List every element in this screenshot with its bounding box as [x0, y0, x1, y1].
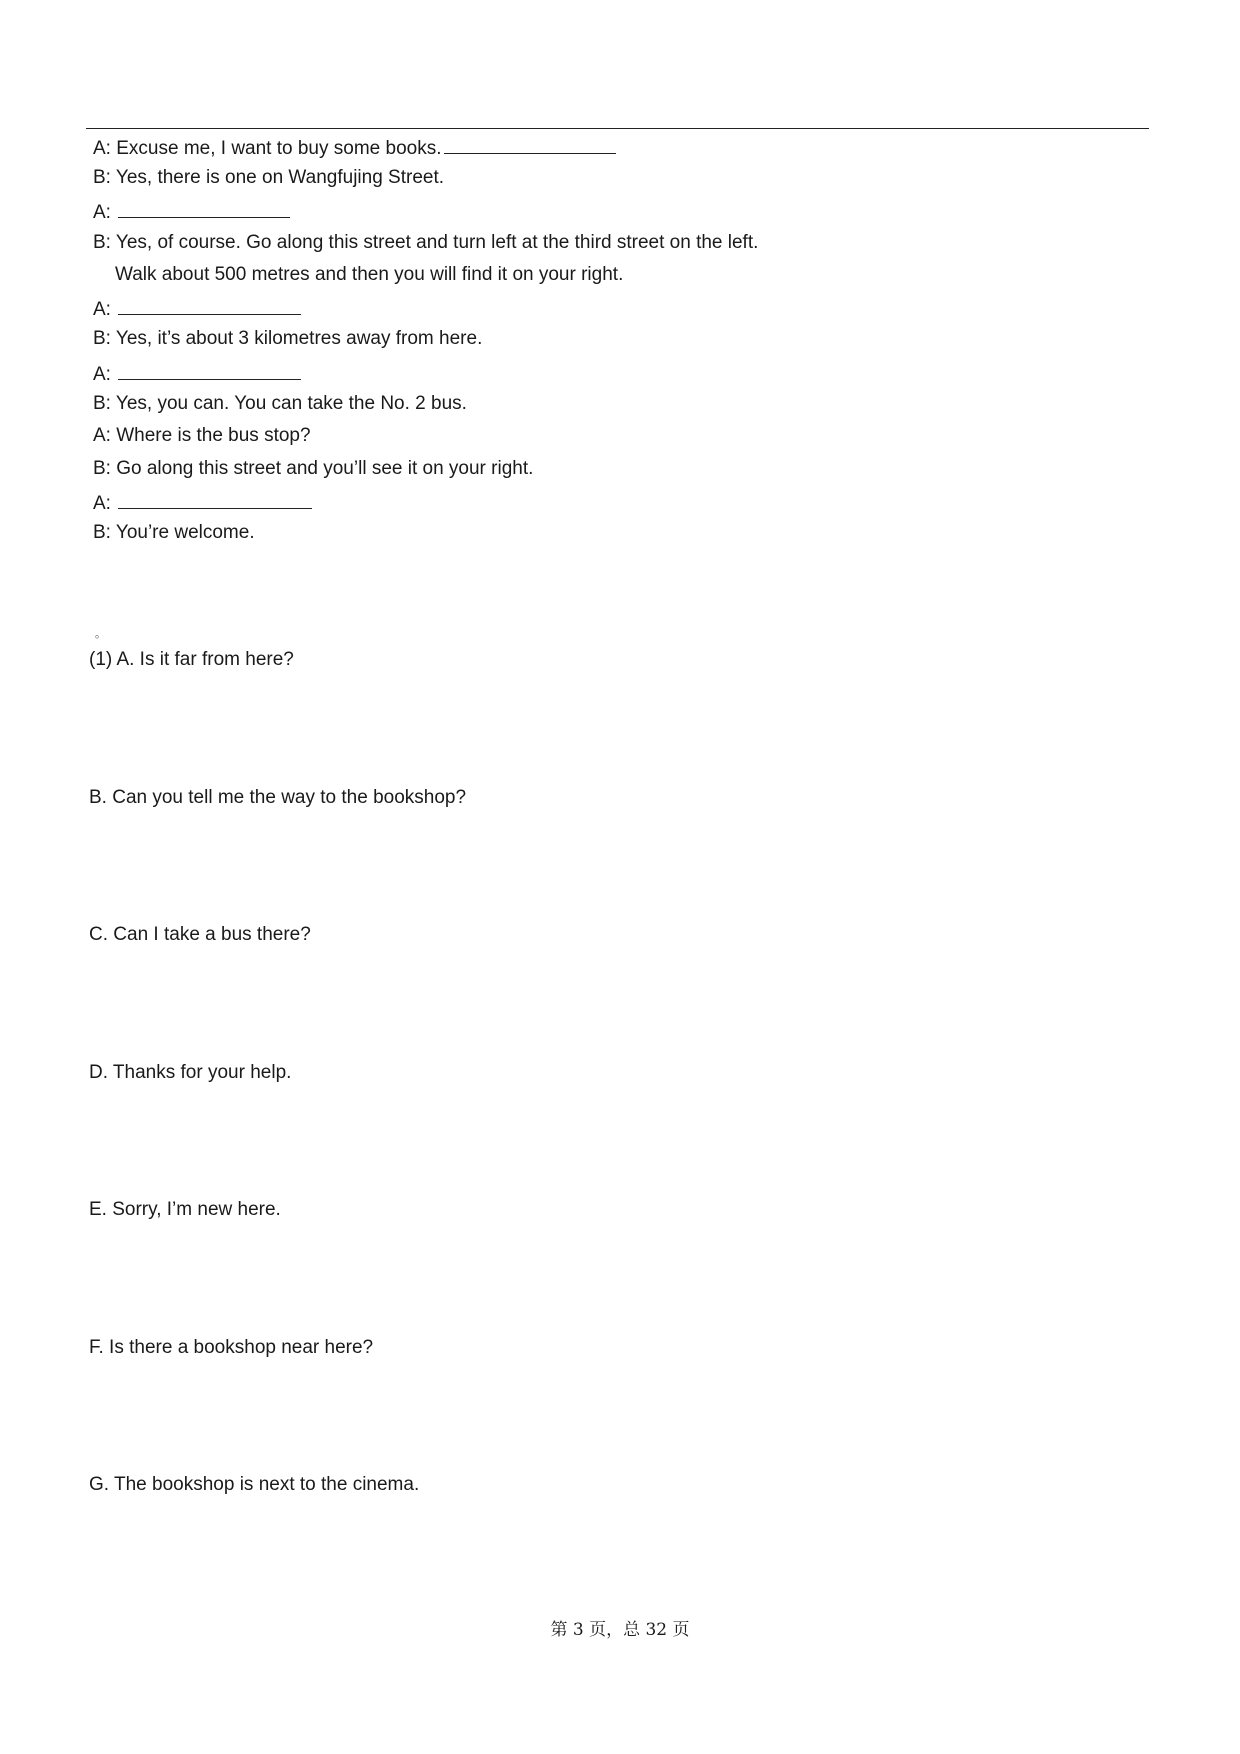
answer-blank-2[interactable] — [118, 199, 290, 218]
answer-blank-1[interactable] — [444, 135, 616, 154]
dialogue-line-6 — [93, 296, 301, 321]
option-f: F. Is there a bookshop near here? — [89, 1337, 374, 1358]
answer-blank-5[interactable] — [118, 490, 312, 509]
dialogue-line-10 — [93, 425, 311, 447]
dialogue-line-9 — [93, 393, 467, 415]
dialogue-text: B: Yes, it’s about 3 kilometres away from here. — [93, 328, 483, 349]
dialogue-line-8 — [93, 361, 301, 386]
answer-blank-3[interactable] — [118, 296, 301, 315]
dialogue-text: A: — [93, 364, 117, 385]
dialogue-text: B: Go along this street and you’ll see it on your right. — [93, 458, 534, 479]
dialogue-line-13 — [93, 522, 255, 544]
option-c: C. Can I take a bus there? — [89, 924, 311, 945]
option-g: G. The bookshop is next to the cinema. — [89, 1474, 420, 1495]
dialogue-text: B: You’re welcome. — [93, 522, 255, 543]
dialogue-line-7 — [93, 328, 482, 350]
option-b: B. Can you tell me the way to the bookshop? — [89, 787, 467, 808]
dialogue-text: A: — [93, 299, 117, 320]
answer-blank-4[interactable] — [118, 361, 301, 380]
dialogue-line-5 — [115, 264, 623, 286]
dialogue-text: A: Where is the bus stop? — [93, 425, 311, 446]
dialogue-text: B: Yes, there is one on Wangfujing Street. — [93, 167, 445, 188]
dialogue-text: A: Excuse me, I want to buy some books. — [93, 138, 442, 159]
dialogue-line-3 — [93, 199, 290, 224]
dialogue-line-4 — [93, 232, 758, 254]
dialogue-line-11 — [93, 458, 533, 480]
small-mark: 。 — [95, 628, 106, 640]
dialogue-line-2 — [93, 167, 444, 189]
option-e: E. Sorry, I’m new here. — [89, 1199, 281, 1220]
dialogue-text: A: — [93, 493, 117, 514]
dialogue-text: A: — [93, 202, 117, 223]
page-footer: 第 3 页，总 32 页 — [550, 1620, 690, 1640]
option-a: (1) A. Is it far from here? — [89, 649, 294, 670]
dialogue-line-12 — [93, 490, 312, 515]
dialogue-text: Walk about 500 metres and then you will find it on your right. — [115, 264, 624, 285]
dialogue-line-1 — [93, 135, 616, 160]
option-d: D. Thanks for your help. — [89, 1062, 292, 1083]
dialogue-text: B: Yes, you can. You can take the No. 2 bus. — [93, 393, 467, 414]
header-rule — [86, 128, 1149, 129]
dialogue-text: B: Yes, of course. Go along this street and turn left at the third street on the left. — [93, 232, 759, 253]
